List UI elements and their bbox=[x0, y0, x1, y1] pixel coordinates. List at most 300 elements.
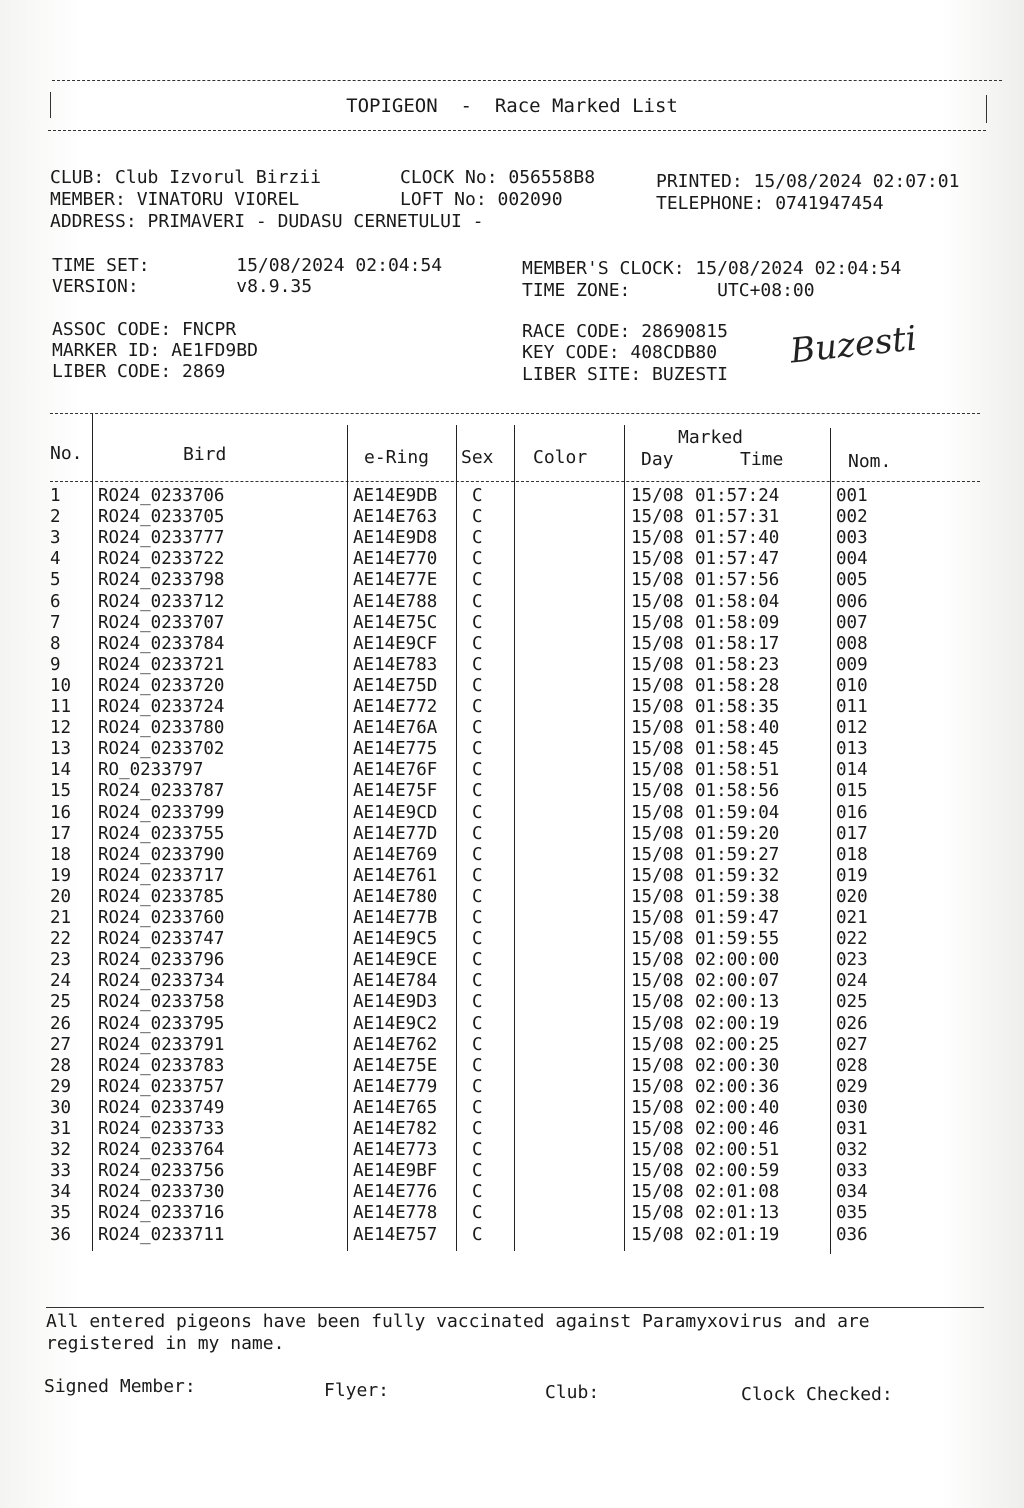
row-number: 25 bbox=[50, 992, 72, 1013]
nomination-number: 015 bbox=[836, 781, 868, 802]
bird-ring: RO24_0233734 bbox=[98, 971, 225, 992]
bird-sex: C bbox=[472, 929, 483, 950]
nomination-number: 012 bbox=[836, 718, 868, 739]
marked-time: 01:57:24 bbox=[695, 486, 780, 506]
table-row bbox=[0, 866, 1024, 887]
table-row bbox=[0, 929, 1024, 950]
nomination-number: 006 bbox=[836, 591, 868, 612]
nomination-number: 021 bbox=[836, 908, 868, 928]
bird-sex: C bbox=[472, 1097, 483, 1118]
marker-id: MARKER ID: AE1FD9BD bbox=[52, 340, 258, 361]
marked-day: 15/08 bbox=[631, 1034, 684, 1055]
marked-day: 15/08 bbox=[631, 760, 684, 781]
marked-time: 01:57:31 bbox=[695, 507, 780, 528]
marked-time: 01:58:23 bbox=[695, 654, 780, 675]
marked-day: 15/08 bbox=[631, 971, 684, 992]
marked-time: 02:01:08 bbox=[695, 1182, 780, 1203]
row-number: 17 bbox=[50, 823, 72, 844]
member-name: MEMBER: VINATORU VIOREL bbox=[50, 189, 300, 210]
marked-time: 01:58:17 bbox=[695, 633, 780, 654]
table-row bbox=[0, 824, 1024, 845]
key-code: KEY CODE: 408CDB80 bbox=[522, 342, 718, 363]
marked-day: 15/08 bbox=[631, 528, 684, 549]
marked-time: 01:59:47 bbox=[695, 908, 780, 928]
bird-sex: C bbox=[472, 1055, 483, 1076]
e-ring: AE14E783 bbox=[353, 654, 438, 675]
document-title: TOPIGEON - Race Marked List bbox=[346, 95, 678, 117]
marked-day: 15/08 bbox=[631, 486, 684, 506]
table-row bbox=[0, 676, 1024, 697]
row-number: 36 bbox=[50, 1224, 72, 1245]
row-number: 14 bbox=[50, 760, 72, 781]
nomination-number: 023 bbox=[836, 950, 868, 971]
e-ring: AE14E77B bbox=[353, 908, 438, 928]
e-ring: AE14E9C2 bbox=[353, 1013, 438, 1034]
bird-ring: RO24_0233755 bbox=[98, 823, 225, 844]
marked-day: 15/08 bbox=[631, 570, 684, 591]
bird-ring: RO24_0233724 bbox=[98, 697, 225, 717]
bird-ring: RO24_0233730 bbox=[98, 1182, 225, 1203]
header-time: Time bbox=[740, 449, 784, 470]
e-ring: AE14E773 bbox=[353, 1140, 438, 1161]
table-row bbox=[0, 887, 1024, 908]
member-address: ADDRESS: PRIMAVERI - DUDASU CERNETULUI - bbox=[50, 211, 484, 232]
row-number: 22 bbox=[50, 929, 72, 950]
loft-number: LOFT No: 002090 bbox=[400, 189, 563, 210]
row-number: 3 bbox=[50, 528, 61, 549]
row-number: 4 bbox=[50, 549, 61, 570]
bird-sex: C bbox=[472, 781, 483, 802]
bird-ring: RO24_0233702 bbox=[98, 739, 225, 760]
e-ring: AE14E9DB bbox=[353, 486, 438, 506]
bird-sex: C bbox=[472, 1161, 483, 1182]
row-number: 11 bbox=[50, 697, 72, 717]
declaration-line-2: registered in my name. bbox=[46, 1333, 285, 1354]
marked-day: 15/08 bbox=[631, 507, 684, 528]
row-number: 23 bbox=[50, 950, 72, 971]
marked-time: 01:59:20 bbox=[695, 823, 780, 844]
row-number: 18 bbox=[50, 844, 72, 865]
bird-ring: RO24_0233787 bbox=[98, 781, 225, 802]
telephone: TELEPHONE: 0741947454 bbox=[656, 193, 884, 214]
e-ring: AE14E784 bbox=[353, 971, 438, 992]
bird-ring: RO24_0233717 bbox=[98, 865, 225, 886]
nomination-number: 022 bbox=[836, 929, 868, 950]
bird-sex: C bbox=[472, 802, 483, 823]
row-number: 24 bbox=[50, 971, 72, 992]
nomination-number: 028 bbox=[836, 1055, 868, 1076]
bird-sex: C bbox=[472, 739, 483, 760]
marked-day: 15/08 bbox=[631, 1140, 684, 1161]
marked-time: 02:00:07 bbox=[695, 971, 780, 992]
e-ring: AE14E75E bbox=[353, 1055, 438, 1076]
e-ring: AE14E776 bbox=[353, 1182, 438, 1203]
marked-day: 15/08 bbox=[631, 950, 684, 971]
marked-time: 02:00:46 bbox=[695, 1119, 780, 1139]
nomination-number: 005 bbox=[836, 570, 868, 591]
header-color: Color bbox=[533, 447, 588, 468]
bird-sex: C bbox=[472, 971, 483, 992]
table-row bbox=[0, 1035, 1024, 1056]
e-ring: AE14E9CE bbox=[353, 950, 438, 971]
table-row bbox=[0, 549, 1024, 570]
marked-day: 15/08 bbox=[631, 1076, 684, 1097]
row-number: 29 bbox=[50, 1076, 72, 1097]
table-row bbox=[0, 845, 1024, 866]
bird-ring: RO24_0233799 bbox=[98, 802, 225, 823]
marked-day: 15/08 bbox=[631, 718, 684, 739]
bird-sex: C bbox=[472, 1119, 483, 1139]
marked-day: 15/08 bbox=[631, 844, 684, 865]
marked-day: 15/08 bbox=[631, 1013, 684, 1034]
table-row bbox=[0, 528, 1024, 549]
marked-day: 15/08 bbox=[631, 802, 684, 823]
liber-site: LIBER SITE: BUZESTI bbox=[522, 364, 728, 385]
nomination-number: 036 bbox=[836, 1224, 868, 1245]
e-ring: AE14E75F bbox=[353, 781, 438, 802]
nomination-number: 034 bbox=[836, 1182, 868, 1203]
bird-ring: RO24_0233796 bbox=[98, 950, 225, 971]
bird-ring: RO24_0233783 bbox=[98, 1055, 225, 1076]
marked-time: 02:01:13 bbox=[695, 1203, 780, 1224]
nomination-number: 030 bbox=[836, 1097, 868, 1118]
marked-time: 02:00:36 bbox=[695, 1076, 780, 1097]
row-number: 6 bbox=[50, 591, 61, 612]
table-row bbox=[0, 1014, 1024, 1035]
table-row bbox=[0, 1161, 1024, 1182]
table-row bbox=[0, 992, 1024, 1013]
bird-sex: C bbox=[472, 718, 483, 739]
e-ring: AE14E765 bbox=[353, 1097, 438, 1118]
signed-member-label: Signed Member: bbox=[44, 1376, 196, 1397]
bird-ring: RO24_0233720 bbox=[98, 675, 225, 696]
row-number: 5 bbox=[50, 570, 61, 591]
clock-number: CLOCK No: 056558B8 bbox=[400, 167, 596, 188]
bird-sex: C bbox=[472, 1034, 483, 1055]
marked-time: 02:00:19 bbox=[695, 1013, 780, 1034]
bird-ring: RO24_0233785 bbox=[98, 886, 225, 907]
bird-ring: RO24_0233784 bbox=[98, 633, 225, 654]
row-number: 30 bbox=[50, 1097, 72, 1118]
row-number: 19 bbox=[50, 865, 72, 886]
marked-day: 15/08 bbox=[631, 612, 684, 633]
bird-sex: C bbox=[472, 697, 483, 717]
time-zone: TIME ZONE: UTC+08:00 bbox=[522, 280, 815, 301]
e-ring: AE14E9D8 bbox=[353, 528, 438, 549]
table-row bbox=[0, 760, 1024, 781]
table-row bbox=[0, 1119, 1024, 1140]
marked-time: 02:00:59 bbox=[695, 1161, 780, 1182]
marked-time: 01:59:38 bbox=[695, 886, 780, 907]
header-day: Day bbox=[641, 449, 674, 470]
marked-time: 01:58:09 bbox=[695, 612, 780, 633]
row-number: 12 bbox=[50, 718, 72, 739]
marked-time: 02:01:19 bbox=[695, 1224, 780, 1245]
e-ring: AE14E779 bbox=[353, 1076, 438, 1097]
row-number: 21 bbox=[50, 908, 72, 928]
row-number: 27 bbox=[50, 1034, 72, 1055]
table-row bbox=[0, 971, 1024, 992]
nomination-number: 004 bbox=[836, 549, 868, 570]
row-number: 34 bbox=[50, 1182, 72, 1203]
nomination-number: 018 bbox=[836, 844, 868, 865]
e-ring: AE14E77E bbox=[353, 570, 438, 591]
bird-sex: C bbox=[472, 760, 483, 781]
bird-sex: C bbox=[472, 654, 483, 675]
marked-day: 15/08 bbox=[631, 929, 684, 950]
bird-sex: C bbox=[472, 1203, 483, 1224]
marked-day: 15/08 bbox=[631, 886, 684, 907]
e-ring: AE14E757 bbox=[353, 1224, 438, 1245]
table-row bbox=[0, 908, 1024, 929]
bird-sex: C bbox=[472, 1013, 483, 1034]
bird-ring: RO24_0233705 bbox=[98, 507, 225, 528]
table-header-top-border bbox=[50, 413, 980, 414]
marked-time: 02:00:25 bbox=[695, 1034, 780, 1055]
bird-sex: C bbox=[472, 675, 483, 696]
nomination-number: 024 bbox=[836, 971, 868, 992]
marked-time: 02:00:40 bbox=[695, 1097, 780, 1118]
table-row bbox=[0, 1182, 1024, 1203]
bird-ring: RO24_0233712 bbox=[98, 591, 225, 612]
bird-ring: RO24_0233764 bbox=[98, 1140, 225, 1161]
marked-time: 01:58:45 bbox=[695, 739, 780, 760]
row-number: 35 bbox=[50, 1203, 72, 1224]
assoc-code: ASSOC CODE: FNCPR bbox=[52, 319, 237, 340]
bird-sex: C bbox=[472, 528, 483, 549]
marked-time: 01:58:35 bbox=[695, 697, 780, 717]
nomination-number: 019 bbox=[836, 865, 868, 886]
marked-time: 01:59:04 bbox=[695, 802, 780, 823]
nomination-number: 032 bbox=[836, 1140, 868, 1161]
flyer-label: Flyer: bbox=[324, 1380, 390, 1401]
row-number: 10 bbox=[50, 675, 72, 696]
bird-ring: RO24_0233790 bbox=[98, 844, 225, 865]
e-ring: AE14E9D3 bbox=[353, 992, 438, 1013]
marked-time: 02:00:00 bbox=[695, 950, 780, 971]
marked-day: 15/08 bbox=[631, 992, 684, 1013]
table-row bbox=[0, 697, 1024, 718]
row-number: 20 bbox=[50, 886, 72, 907]
marked-day: 15/08 bbox=[631, 739, 684, 760]
header-nom: Nom. bbox=[848, 451, 892, 472]
marked-day: 15/08 bbox=[631, 908, 684, 928]
nomination-number: 007 bbox=[836, 612, 868, 633]
race-code: RACE CODE: 28690815 bbox=[522, 321, 728, 342]
bird-ring: RO24_0233757 bbox=[98, 1076, 225, 1097]
nomination-number: 003 bbox=[836, 528, 868, 549]
table-row bbox=[0, 781, 1024, 802]
marked-day: 15/08 bbox=[631, 781, 684, 802]
nomination-number: 002 bbox=[836, 507, 868, 528]
table-row bbox=[0, 950, 1024, 971]
nomination-number: 001 bbox=[836, 486, 868, 506]
marked-time: 01:58:56 bbox=[695, 781, 780, 802]
e-ring: AE14E772 bbox=[353, 697, 438, 717]
e-ring: AE14E9CD bbox=[353, 802, 438, 823]
nomination-number: 010 bbox=[836, 675, 868, 696]
bird-sex: C bbox=[472, 908, 483, 928]
e-ring: AE14E763 bbox=[353, 507, 438, 528]
header-top-border bbox=[52, 80, 1002, 81]
bird-ring: RO_0233797 bbox=[98, 760, 204, 781]
e-ring: AE14E762 bbox=[353, 1034, 438, 1055]
e-ring: AE14E769 bbox=[353, 844, 438, 865]
marked-time: 01:57:40 bbox=[695, 528, 780, 549]
bird-ring: RO24_0233747 bbox=[98, 929, 225, 950]
marked-time: 01:59:32 bbox=[695, 865, 780, 886]
clock-checked-label: Clock Checked: bbox=[741, 1384, 893, 1405]
bird-ring: RO24_0233758 bbox=[98, 992, 225, 1013]
bird-sex: C bbox=[472, 1224, 483, 1245]
e-ring: AE14E780 bbox=[353, 886, 438, 907]
time-set: TIME SET: 15/08/2024 02:04:54 bbox=[52, 255, 443, 276]
bird-sex: C bbox=[472, 549, 483, 570]
e-ring: AE14E76A bbox=[353, 718, 438, 739]
table-row bbox=[0, 1140, 1024, 1161]
bird-sex: C bbox=[472, 844, 483, 865]
table-row bbox=[0, 1056, 1024, 1077]
header-sex: Sex bbox=[461, 447, 494, 468]
table-row bbox=[0, 718, 1024, 739]
table-header-bottom-border bbox=[50, 481, 980, 482]
nomination-number: 011 bbox=[836, 697, 868, 717]
nomination-number: 013 bbox=[836, 739, 868, 760]
row-number: 2 bbox=[50, 507, 61, 528]
e-ring: AE14E788 bbox=[353, 591, 438, 612]
marked-day: 15/08 bbox=[631, 1161, 684, 1182]
nomination-number: 026 bbox=[836, 1013, 868, 1034]
nomination-number: 025 bbox=[836, 992, 868, 1013]
bird-ring: RO24_0233780 bbox=[98, 718, 225, 739]
marked-time: 01:59:27 bbox=[695, 844, 780, 865]
marked-day: 15/08 bbox=[631, 1182, 684, 1203]
table-row bbox=[0, 570, 1024, 591]
nomination-number: 017 bbox=[836, 823, 868, 844]
table-row bbox=[0, 1225, 1024, 1246]
e-ring: AE14E770 bbox=[353, 549, 438, 570]
bird-sex: C bbox=[472, 886, 483, 907]
marked-time: 01:58:28 bbox=[695, 675, 780, 696]
bird-sex: C bbox=[472, 486, 483, 506]
bird-sex: C bbox=[472, 1076, 483, 1097]
table-row bbox=[0, 507, 1024, 528]
bird-sex: C bbox=[472, 865, 483, 886]
e-ring: AE14E9BF bbox=[353, 1161, 438, 1182]
row-number: 1 bbox=[50, 486, 61, 506]
row-number: 13 bbox=[50, 739, 72, 760]
marked-day: 15/08 bbox=[631, 591, 684, 612]
row-number: 9 bbox=[50, 654, 61, 675]
version: VERSION: v8.9.35 bbox=[52, 276, 313, 297]
footer-divider bbox=[46, 1307, 984, 1308]
nomination-number: 033 bbox=[836, 1161, 868, 1182]
declaration-line-1: All entered pigeons have been fully vaccinated against Paramyxovirus and are bbox=[46, 1311, 870, 1332]
marked-time: 01:58:40 bbox=[695, 718, 780, 739]
e-ring: AE14E75C bbox=[353, 612, 438, 633]
marked-day: 15/08 bbox=[631, 549, 684, 570]
printed-date: PRINTED: 15/08/2024 02:07:01 bbox=[656, 171, 960, 192]
marked-time: 01:58:04 bbox=[695, 591, 780, 612]
nomination-number: 009 bbox=[836, 654, 868, 675]
club-label: Club: bbox=[545, 1382, 600, 1403]
row-number: 15 bbox=[50, 781, 72, 802]
nomination-number: 029 bbox=[836, 1076, 868, 1097]
table-row bbox=[0, 634, 1024, 655]
bird-sex: C bbox=[472, 992, 483, 1013]
table-row bbox=[0, 486, 1024, 507]
header-bird: Bird bbox=[183, 444, 227, 465]
bird-ring: RO24_0233798 bbox=[98, 570, 225, 591]
marked-time: 01:57:47 bbox=[695, 549, 780, 570]
nomination-number: 031 bbox=[836, 1119, 868, 1139]
bird-ring: RO24_0233722 bbox=[98, 549, 225, 570]
marked-day: 15/08 bbox=[631, 633, 684, 654]
row-number: 16 bbox=[50, 802, 72, 823]
nomination-number: 020 bbox=[836, 886, 868, 907]
table-row bbox=[0, 803, 1024, 824]
club-name: CLUB: Club Izvorul Birzii bbox=[50, 167, 321, 188]
nomination-number: 008 bbox=[836, 633, 868, 654]
marked-day: 15/08 bbox=[631, 697, 684, 717]
e-ring: AE14E761 bbox=[353, 865, 438, 886]
marked-time: 02:00:30 bbox=[695, 1055, 780, 1076]
header-marked: Marked bbox=[678, 427, 744, 448]
bird-ring: RO24_0233749 bbox=[98, 1097, 225, 1118]
liber-code: LIBER CODE: 2869 bbox=[52, 361, 226, 382]
marked-time: 02:00:51 bbox=[695, 1140, 780, 1161]
bird-sex: C bbox=[472, 507, 483, 528]
table-row bbox=[0, 592, 1024, 613]
e-ring: AE14E9CF bbox=[353, 633, 438, 654]
bird-ring: RO24_0233716 bbox=[98, 1203, 225, 1224]
marked-day: 15/08 bbox=[631, 1224, 684, 1245]
table-row bbox=[0, 613, 1024, 634]
row-number: 26 bbox=[50, 1013, 72, 1034]
row-number: 8 bbox=[50, 633, 61, 654]
marked-day: 15/08 bbox=[631, 1119, 684, 1139]
marked-time: 01:59:55 bbox=[695, 929, 780, 950]
row-number: 32 bbox=[50, 1140, 72, 1161]
e-ring: AE14E9C5 bbox=[353, 929, 438, 950]
header-bottom-border bbox=[48, 130, 986, 131]
bird-sex: C bbox=[472, 633, 483, 654]
bird-ring: RO24_0233791 bbox=[98, 1034, 225, 1055]
bird-sex: C bbox=[472, 612, 483, 633]
e-ring: AE14E76F bbox=[353, 760, 438, 781]
bird-ring: RO24_0233795 bbox=[98, 1013, 225, 1034]
row-number: 33 bbox=[50, 1161, 72, 1182]
bird-ring: RO24_0233706 bbox=[98, 486, 225, 506]
bird-sex: C bbox=[472, 950, 483, 971]
table-row bbox=[0, 655, 1024, 676]
members-clock: MEMBER'S CLOCK: 15/08/2024 02:04:54 bbox=[522, 258, 902, 279]
bird-sex: C bbox=[472, 591, 483, 612]
row-number: 28 bbox=[50, 1055, 72, 1076]
marked-time: 01:57:56 bbox=[695, 570, 780, 591]
row-number: 7 bbox=[50, 612, 61, 633]
table-row bbox=[0, 1077, 1024, 1098]
handwritten-note: Buzesti bbox=[788, 318, 919, 372]
nomination-number: 014 bbox=[836, 760, 868, 781]
marked-day: 15/08 bbox=[631, 1203, 684, 1224]
e-ring: AE14E778 bbox=[353, 1203, 438, 1224]
nomination-number: 035 bbox=[836, 1203, 868, 1224]
marked-time: 02:00:13 bbox=[695, 992, 780, 1013]
bird-ring: RO24_0233711 bbox=[98, 1224, 225, 1245]
bird-sex: C bbox=[472, 823, 483, 844]
bird-ring: RO24_0233760 bbox=[98, 908, 225, 928]
